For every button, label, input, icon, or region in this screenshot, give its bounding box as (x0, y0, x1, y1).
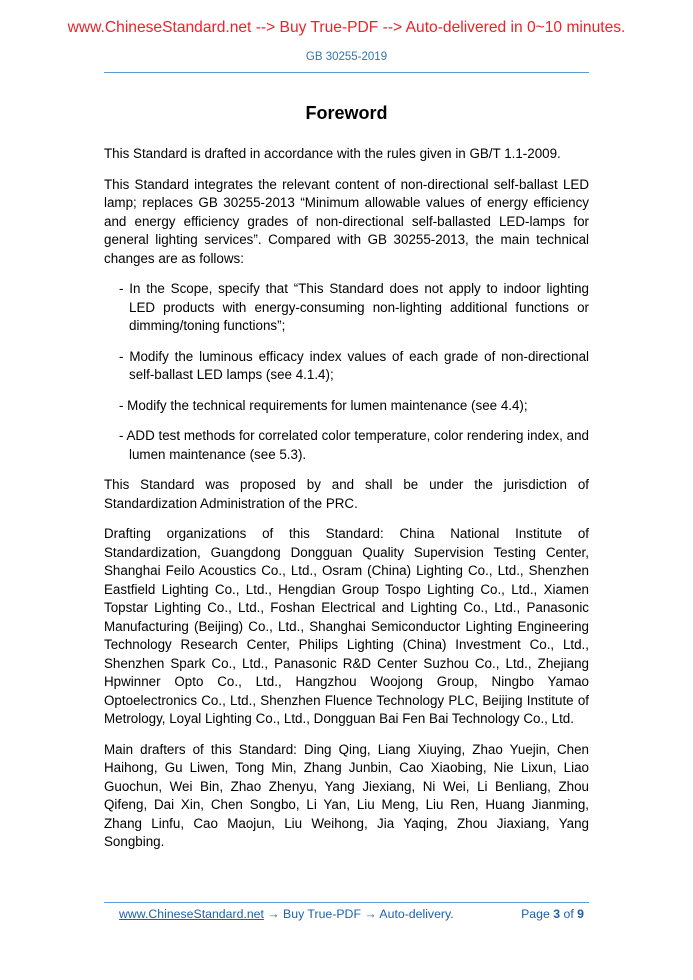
paragraph-main-drafters: Main drafters of this Standard: Ding Qing, Liang Xiuying, Zhao Yuejin, Chen Haihong, Gu Liwen, Tong Min, Zhang Junbin, Cao Xiaobing, Nie Lixun, Liao Guochun, Wei Bin, Zhao Zhenyu, Yang Jiexiang, Ni Wei, Li Benliang, Zhou Qifeng, Dai Xin, Chen Songbo, Li Yan, Liu Meng, Liu Ren, Huang Jianming, Zhang Linfu, Cao Maojun, Liu Weihong, Jia Yaqing, Zhou Jiaxiang, Yang Songbing. (104, 741, 589, 849)
page-total: 9 (577, 907, 584, 921)
document-body (104, 101, 589, 864)
page-of: of (560, 907, 578, 921)
list-item-test-methods: - ADD test methods for correlated color temperature, color rendering index, and lumen maintenance (see 5.3). (119, 428, 589, 462)
paragraph-drafting-organizations: Drafting organizations of this Standard: China National Institute of Standardization, Guangdong Dongguan Quality Supervision Testing Center, Shanghai Feilo Acoustics Co., Ltd., Osram (China) Lighting Co., Ltd., Shenzhen Eastfield Lighting Co., Ltd., Hengdian Group Tospo Lighting Co., Ltd., Xiamen Topstar Lighting Co., Ltd., Foshan Electrical and Lighting Co., Ltd., Panasonic Manufacturing (Beijing) Co., Ltd., Shanghai Semiconductor Lighting Engineering Technology Research Center, Philips Lighting (China) Investment Co., Ltd., Shenzhen Spark Co., Ltd., Panasonic R&D Center Suzhou Co., Ltd., Zhejiang Hpwinner Opto Co., Ltd., Hangzhou Woojong Group, Ningbo Yamao Optoelectronics Co., Ltd., Shenzhen Fluence Technology PLC, Beijing Institute of Metrology, Loyal Lighting Co., Ltd., Dongguan Bai Fen Bai Technology Co., Ltd. (104, 526, 589, 726)
list-item-lumen-maintenance: - Modify the technical requirements for lumen maintenance (see 4.4); (119, 397, 528, 413)
paragraph-drafting-rules: This Standard is drafted in accordance with the rules given in GB/T 1.1-2009. (104, 146, 561, 161)
paragraph-integration: This Standard integrates the relevant content of non-directional self-ballast LED lamp; replaces GB 30255-2013 “Minimum allowable values of energy efficiency and energy efficiency grades of non-directional self-ballasted LED-lamps for general lighting services”. Compared with GB 30255-2013, the main technical changes are as follows: (104, 176, 589, 266)
footer-divider (104, 902, 589, 903)
header-divider (104, 72, 589, 73)
page-title: Foreword (305, 103, 388, 123)
page-label: Page (521, 907, 554, 921)
page-number (521, 907, 584, 921)
list-item-scope: - In the Scope, specify that “This Standard does not apply to indoor lighting LED products with energy-consuming non-lighting additional functions or dimming/toning functions”; (119, 281, 589, 333)
list-item-efficacy: - Modify the luminous efficacy index values of each grade of non-directional self-ballast LED lamps (see 4.1.4); (119, 348, 589, 382)
footer-site-link[interactable]: www.ChineseStandard.net (119, 907, 264, 921)
footer-links-text: → Buy True-PDF → Auto-delivery. (263, 907, 454, 921)
page-current: 3 (553, 907, 561, 921)
page-footer (119, 907, 584, 921)
paragraph-jurisdiction: This Standard was proposed by and shall be under the jurisdiction of Standardization Administration of the PRC. (104, 477, 589, 511)
top-banner[interactable]: www.ChineseStandard.net --> Buy True-PDF --> Auto-delivered in 0~10 minutes. (67, 19, 626, 36)
document-code: GB 30255-2019 (305, 51, 388, 63)
